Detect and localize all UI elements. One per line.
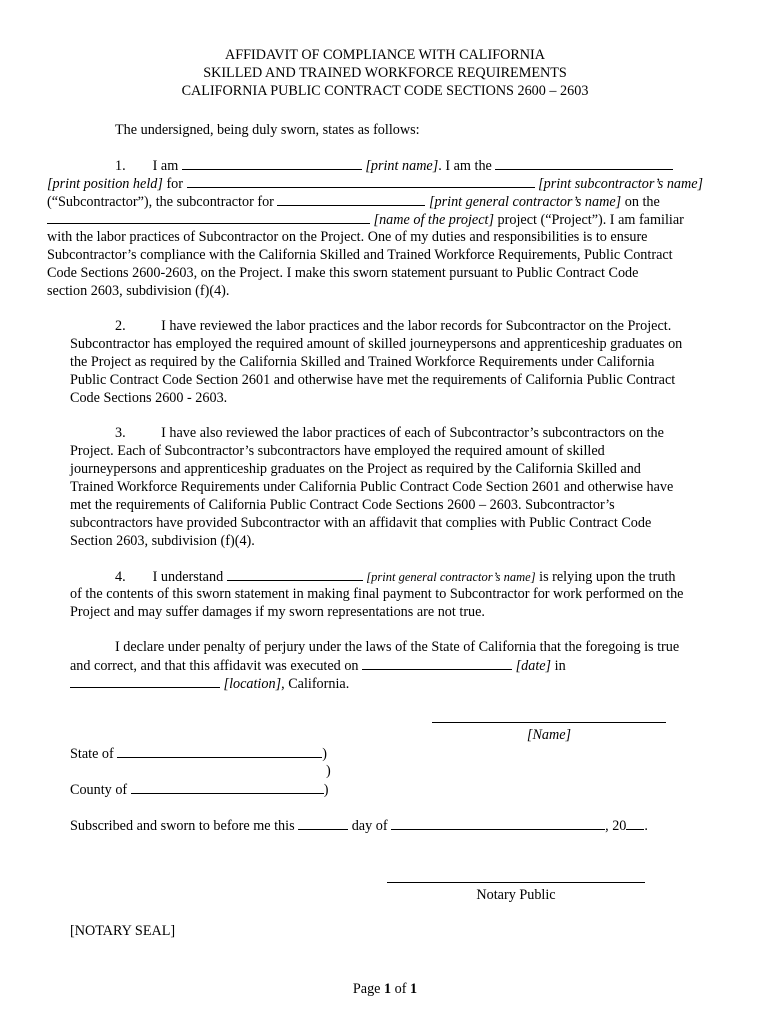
county-row bbox=[70, 780, 328, 799]
county-paren: ) bbox=[323, 782, 329, 798]
date-label: [date] bbox=[515, 658, 552, 674]
title-line-2: SKILLED AND TRAINED WORKFORCE REQUIREMENTS bbox=[203, 65, 567, 81]
p3-line-2: Project. Each of Subcontractor’s subcontractors have employed the required amount of skilled bbox=[70, 443, 605, 459]
subscribed-end: . bbox=[644, 818, 648, 834]
notary-seal-label: [NOTARY SEAL] bbox=[70, 923, 176, 939]
p4-general-contractor-field[interactable] bbox=[227, 567, 363, 581]
subscribed-prefix: Subscribed and sworn to before me this bbox=[70, 818, 295, 834]
subcontractor-name-label: [print subcontractor’s name] bbox=[538, 176, 704, 192]
subscribed-year-prefix: , 20 bbox=[605, 818, 627, 834]
p1-line-8: section 2603, subdivision (f)(4). bbox=[47, 283, 230, 299]
p1-line-1 bbox=[115, 156, 673, 175]
notary-public-label: Notary Public bbox=[476, 887, 556, 903]
project-name-label: [name of the project] bbox=[373, 212, 494, 228]
p3-line-6: subcontractors have provided Subcontractor with an affidavit that complies with Public Contract Code bbox=[70, 515, 652, 531]
print-name-field[interactable] bbox=[182, 156, 362, 170]
declaration-in: in bbox=[554, 658, 566, 674]
location-field[interactable] bbox=[70, 674, 220, 688]
subscribed-row bbox=[70, 816, 648, 835]
page-footer bbox=[0, 980, 770, 998]
general-contractor-name-field[interactable] bbox=[277, 192, 425, 206]
declaration-executed-on: and correct, and that this affidavit was executed on bbox=[70, 658, 359, 674]
state-label: State of bbox=[70, 746, 114, 762]
p2-line-5: Code Sections 2600 - 2603. bbox=[70, 390, 228, 406]
p3-line-7: Section 2603, subdivision (f)(4). bbox=[70, 533, 255, 549]
p1-on-the: on the bbox=[624, 194, 660, 210]
p1-i-am-the: . I am the bbox=[438, 158, 492, 174]
month-field[interactable] bbox=[391, 816, 605, 830]
day-field[interactable] bbox=[298, 816, 348, 830]
p1-line-2 bbox=[47, 174, 703, 193]
subscribed-day-of: day of bbox=[351, 818, 388, 834]
venue-paren-middle: ) bbox=[326, 763, 331, 779]
print-name-label: [print name] bbox=[365, 158, 439, 174]
p2-line-4: Public Contract Code Section 2601 and otherwise have met the requirements of California Public Contract bbox=[70, 372, 676, 388]
year-field[interactable] bbox=[626, 816, 644, 830]
signature-line[interactable] bbox=[432, 722, 666, 723]
p1-line-3 bbox=[47, 192, 660, 211]
state-field[interactable] bbox=[117, 744, 322, 758]
title-line-1: AFFIDAVIT OF COMPLIANCE WITH CALIFORNIA bbox=[224, 47, 546, 63]
p3-line-4: Trained Workforce Requirements under California Public Contract Code Section 2601 and otherwise have bbox=[70, 479, 674, 495]
p1-line-5: with the labor practices of Subcontractor on the Project. One of my duties and responsibilities is to ensure bbox=[47, 229, 648, 245]
p4-line-3: Project and may suffer damages if my sworn representations are not true. bbox=[70, 604, 485, 620]
footer-page-total: 1 bbox=[410, 981, 418, 997]
p1-line-7: Code Sections 2600-2603, on the Project. I make this sworn statement pursuant to Public Contract Code bbox=[47, 265, 639, 281]
p2-line-3: the Project as required by the California Skilled and Trained Workforce Requirements under California bbox=[70, 354, 655, 370]
document-title bbox=[0, 46, 770, 100]
p1-line-4 bbox=[47, 210, 684, 229]
p4-relying: is relying upon the truth bbox=[539, 569, 676, 585]
p3-line-5: met the requirements of California Public Contract Code Sections 2600 – 2603. Subcontractor’s bbox=[70, 497, 615, 513]
p1-subcontractor-for: (“Subcontractor”), the subcontractor for bbox=[47, 194, 274, 210]
p4-general-contractor-label: [print general contractor’s name] bbox=[366, 570, 536, 584]
p2-line-1: 2. I have reviewed the labor practices and the labor records for Subcontractor on the Project. bbox=[115, 318, 672, 334]
date-field[interactable] bbox=[362, 656, 512, 670]
p1-number: 1. bbox=[115, 158, 126, 174]
project-name-field[interactable] bbox=[47, 210, 370, 224]
intro-text: The undersigned, being duly sworn, states as follows: bbox=[115, 122, 420, 138]
state-paren: ) bbox=[322, 746, 328, 762]
declaration-line-3 bbox=[70, 674, 349, 693]
footer-page-word: Page bbox=[352, 981, 381, 997]
signature-name-label: [Name] bbox=[526, 727, 572, 743]
p3-line-1: 3. I have also reviewed the labor practices of each of Subcontractor’s subcontractors on the bbox=[115, 425, 664, 441]
footer-page-number: 1 bbox=[384, 981, 392, 997]
p4-understand: I understand bbox=[152, 569, 224, 585]
state-row bbox=[70, 744, 327, 763]
location-label: [location] bbox=[223, 676, 282, 692]
p1-i-am: I am bbox=[152, 158, 179, 174]
position-held-field[interactable] bbox=[495, 156, 673, 170]
p1-line-6: Subcontractor’s compliance with the California Skilled and Trained Workforce Requirements, Public Contract bbox=[47, 247, 673, 263]
p2-line-2: Subcontractor has employed the required amount of skilled journeypersons and apprenticeship graduates on bbox=[70, 336, 683, 352]
p1-for: for bbox=[166, 176, 183, 192]
p4-line-1 bbox=[115, 567, 675, 586]
position-held-label: [print position held] bbox=[47, 176, 163, 192]
declaration-california: , California. bbox=[281, 676, 350, 692]
notary-signature-line[interactable] bbox=[387, 882, 645, 883]
general-contractor-name-label: [print general contractor’s name] bbox=[429, 194, 622, 210]
county-label: County of bbox=[70, 782, 128, 798]
declaration-line-1: I declare under penalty of perjury under the laws of the State of California that the foregoing is true bbox=[115, 639, 680, 655]
title-line-3: CALIFORNIA PUBLIC CONTRACT CODE SECTIONS 2600 – 2603 bbox=[181, 83, 589, 99]
p1-project-tail: project (“Project”). I am familiar bbox=[497, 212, 684, 228]
p3-line-3: journeypersons and apprenticeship graduates on the Project as required by the California Skilled and bbox=[70, 461, 641, 477]
subcontractor-name-field[interactable] bbox=[187, 174, 535, 188]
declaration-line-2 bbox=[70, 656, 566, 675]
p4-line-2: of the contents of this sworn statement in making final payment to Subcontractor for work performed on the bbox=[70, 586, 684, 602]
footer-of-word: of bbox=[394, 981, 407, 997]
county-field[interactable] bbox=[131, 780, 324, 794]
p4-number: 4. bbox=[115, 569, 126, 585]
